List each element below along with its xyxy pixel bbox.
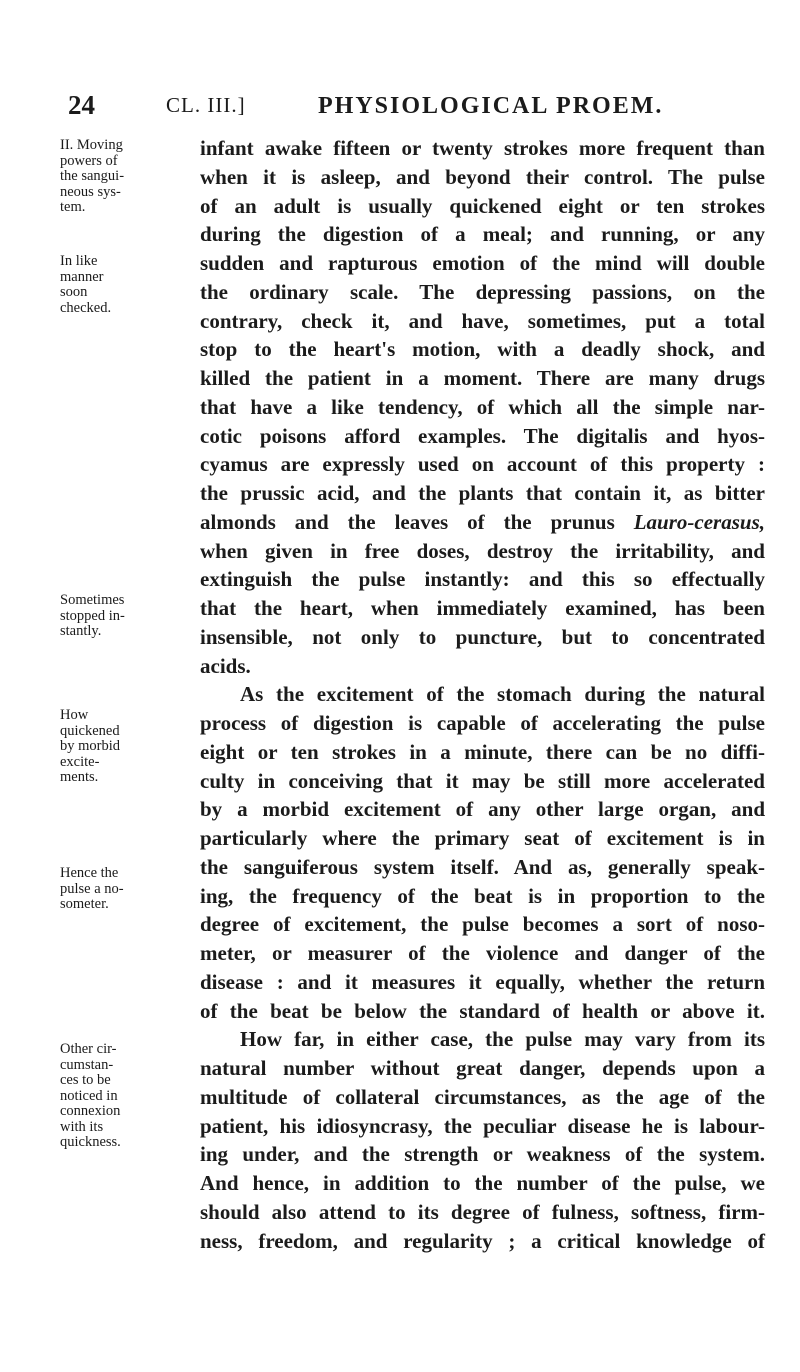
text-line: by a morbid excitement of any other large organ, and <box>200 797 765 822</box>
text-line: ness, freedom, and regularity ; a critical knowledge of <box>200 1228 765 1253</box>
text-line: extinguish the pulse instantly: and this so effectually <box>200 567 765 592</box>
text-line: eight or ten strokes in a minute, there can be no diffi- <box>200 739 765 764</box>
text-line: particularly where the primary seat of excitement is in <box>200 826 765 850</box>
text-line: that have a like tendency, of which all the simple nar- <box>200 394 765 419</box>
margin-note-other-circumstances: Other cir- cumstan- ces to be noticed in connexion with its quickness. <box>60 1041 121 1150</box>
text-line: the ordinary scale. The depressing passions, on the <box>200 279 765 304</box>
margin-note-in-like-manner: In like manner soon checked. <box>60 253 112 316</box>
text-line: when it is asleep, and beyond their control. The pulse <box>200 164 765 189</box>
text-line: cotic poisons afford examples. The digitalis and hyos- <box>200 423 765 448</box>
text-line: process of digestion is capable of accelerating the pulse <box>200 711 765 735</box>
text-line: acids. <box>200 653 251 678</box>
text-line: meter, or measurer of the violence and danger of the <box>200 941 765 965</box>
text-line: infant awake fifteen or twenty strokes more frequent than <box>200 136 765 160</box>
text-line: disease : and it measures it equally, whether the return <box>200 969 765 994</box>
running-title: PHYSIOLOGICAL PROEM. <box>318 93 664 119</box>
italic-term-lauro-cerasus: Lauro-cerasus, <box>633 509 765 534</box>
text-line: of an adult is usually quickened eight or ten strokes <box>200 193 765 218</box>
text-line: ing under, and the strength or weakness of the system. <box>200 1142 765 1167</box>
text-line: As the excitement of the stomach during the natural <box>240 682 765 707</box>
text-line: killed the patient in a moment. There are many drugs <box>200 366 765 390</box>
margin-note-sometimes-stopped: Sometimes stopped in- stantly. <box>60 592 125 639</box>
text-line: that the heart, when immediately examined, has been <box>200 596 765 620</box>
text-line: ing, the frequency of the beat is in proportion to the <box>200 883 765 908</box>
text-segment: almonds and the leaves of the prunus <box>200 509 615 534</box>
text-line: And hence, in addition to the number of the pulse, we <box>200 1171 765 1195</box>
text-line: sudden and rapturous emotion of the mind will double <box>200 251 765 275</box>
text-line: of the beat be below the standard of health or above it. <box>200 998 765 1023</box>
margin-note-moving-powers: II. Moving powers of the sangui- neous sys- tem. <box>60 137 125 215</box>
text-line: natural number without great danger, depends upon a <box>200 1056 765 1080</box>
margin-note-nosometer: Hence the pulse a no- someter. <box>60 865 124 912</box>
text-line: culty in conceiving that it may be still more accelerated <box>200 768 765 793</box>
page-header <box>60 90 760 130</box>
text-line: degree of excitement, the pulse becomes a sort of noso- <box>200 912 765 937</box>
text-line: during the digestion of a meal; and running, or any <box>200 222 765 247</box>
margin-note-how-quickened: How quickened by morbid excite- ments. <box>60 707 121 785</box>
text-line: the sanguiferous system itself. And as, generally speak- <box>200 854 765 879</box>
text-line: cyamus are expressly used on account of this property : <box>200 452 765 477</box>
page-number: 24 <box>68 90 95 120</box>
text-line: insensible, not only to puncture, but to concentrated <box>200 624 765 649</box>
chapter-reference: CL. III.] <box>166 93 246 117</box>
text-line: stop to the heart's motion, with a deadly shock, and <box>200 337 765 362</box>
text-line-prunus <box>200 508 765 537</box>
text-line: when given in free doses, destroy the irritability, and <box>200 538 765 563</box>
body-text <box>200 134 765 1255</box>
text-line: multitude of collateral circumstances, as the age of the <box>200 1084 765 1109</box>
text-line: How far, in either case, the pulse may vary from its <box>240 1027 765 1052</box>
text-line: the prussic acid, and the plants that contain it, as bitter <box>200 481 765 505</box>
text-line: patient, his idiosyncrasy, the peculiar disease he is labour- <box>200 1113 765 1138</box>
text-line: should also attend to its degree of fulness, softness, firm- <box>200 1199 765 1224</box>
text-line: contrary, check it, and have, sometimes, put a total <box>200 308 765 333</box>
